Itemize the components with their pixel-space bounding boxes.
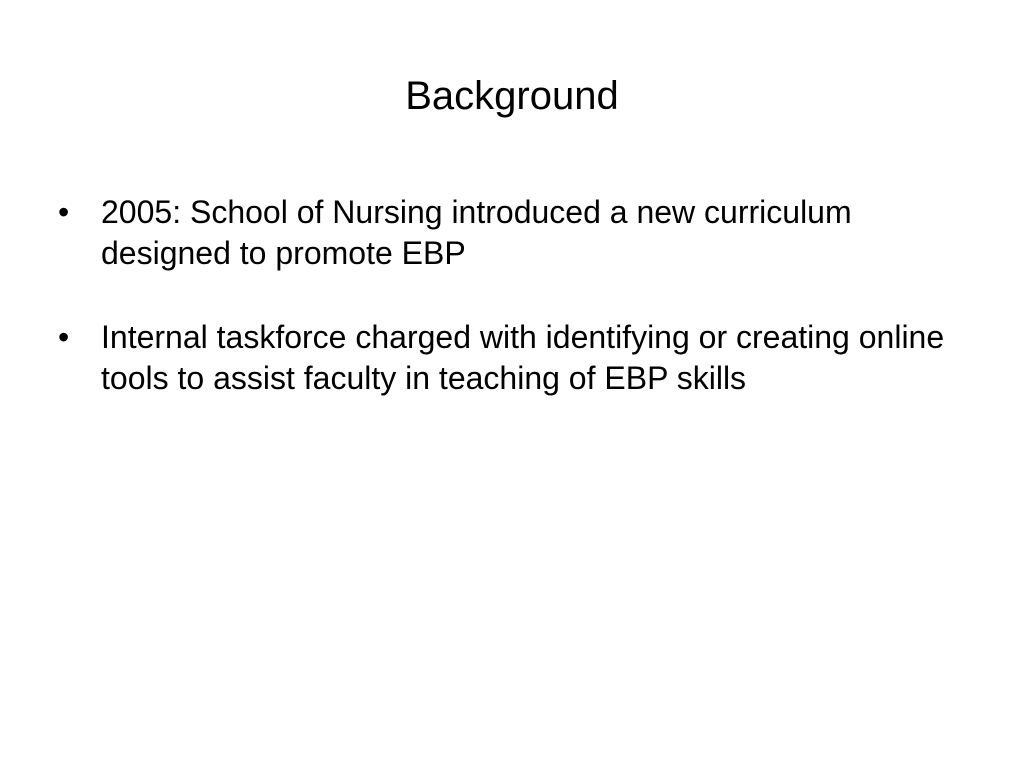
bullet-list <box>58 192 958 442</box>
bullet-item <box>58 192 958 274</box>
bullet-dot-icon: • <box>58 194 70 230</box>
bullet-dot-icon: • <box>58 319 70 355</box>
bullet-text: Internal taskforce charged with identifying or creating online tools to assist faculty in teaching of EBP skills <box>101 319 945 396</box>
slide-title: Background <box>405 74 619 118</box>
bullet-text: 2005: School of Nursing introduced a new curriculum designed to promote EBP <box>101 194 852 271</box>
bullet-item <box>58 317 958 399</box>
